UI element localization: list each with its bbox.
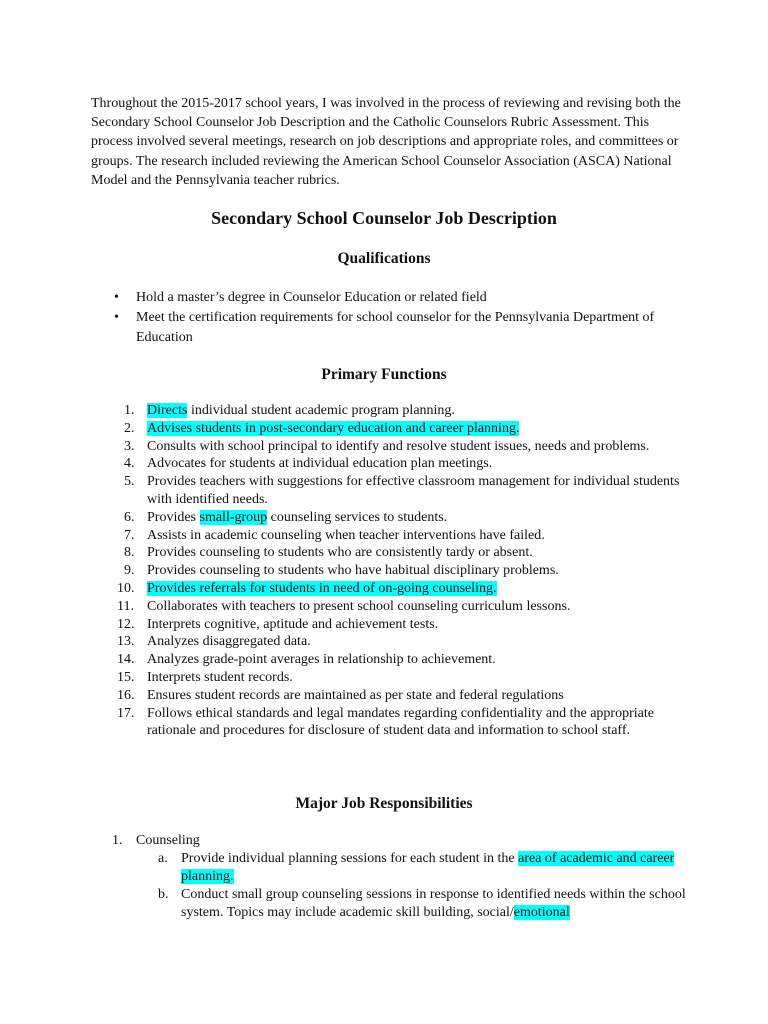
item-text: Provides counseling to students who are consistently tardy or absent. [147,545,533,561]
highlighted-text: emotional [513,905,570,920]
function-item [112,473,692,509]
item-number: 10. [117,580,135,596]
primary-functions-list [112,402,692,740]
item-text: Provides [147,509,200,525]
item-text: Follows ethical standards and legal mandates regarding confidentiality and the appropriate rationale and procedures for disclosure of student data and information to school staff. [147,705,654,739]
qualifications-list [112,288,692,348]
item-text: Consults with school principal to identify and resolve student issues, needs and problems. [147,438,650,454]
function-item [112,527,692,545]
item-text: Ensures student records are maintained as per state and federal regulations [147,687,564,703]
item-text: Analyzes grade-point averages in relationship to achievement. [147,652,496,668]
function-item [112,598,692,616]
item-label: Counseling [136,833,200,848]
item-number: 6. [124,509,135,525]
item-number: 11. [117,598,134,614]
item-number: 1. [124,403,135,418]
highlighted-text: Advises students in post-secondary education and career planning. [147,420,520,436]
item-number: 1. [112,833,123,848]
item-number: 3. [124,438,135,454]
major-responsibilities-heading: Major Job Responsibilities [295,795,473,812]
sub-item [136,886,695,922]
item-text: Advocates for students at individual education plan meetings. [147,456,493,472]
major-responsibilities-list [105,832,695,922]
item-text: Interprets cognitive, aptitude and achievement tests. [147,616,439,632]
item-text: Assists in academic counseling when teacher interventions have failed. [147,527,545,543]
highlighted-text: Provides referrals for students in need of on-going counseling. [147,580,497,596]
item-number: 15. [117,669,135,685]
page-title: Secondary School Counselor Job Description [211,208,557,228]
function-item [112,509,692,527]
item-number: 7. [124,527,135,543]
bullet-icon: • [114,290,119,305]
function-item [112,580,692,598]
responsibility-item [105,832,695,922]
sub-item-letter: a. [158,851,168,866]
function-item [112,705,692,741]
item-text: Provide individual planning sessions for each student in the [181,851,519,866]
item-number: 2. [124,420,135,436]
sub-item [136,850,695,886]
qualifications-heading: Qualifications [337,250,431,267]
function-item [112,633,692,651]
item-number: 8. [124,545,135,561]
function-item [112,669,692,687]
item-number: 4. [124,456,135,472]
item-text: Analyzes disaggregated data. [147,634,311,650]
item-number: 13. [117,634,135,650]
item-text: Collaborates with teachers to present school counseling curriculum lessons. [147,598,571,614]
bullet-icon: • [114,310,119,325]
function-item [112,544,692,562]
item-number: 14. [117,652,135,668]
item-text: Interprets student records. [147,669,293,685]
highlighted-text: Directs [147,403,188,418]
item-number: 16. [117,687,135,703]
item-text: individual student academic program planning. [187,403,455,418]
list-item [112,308,692,347]
item-text: counseling services to students. [267,509,448,525]
qualification-text: Meet the certification requirements for school counselor for the Pennsylvania Department of Education [136,310,655,345]
item-text: Provides teachers with suggestions for effective classroom management for individual students with identified needs. [147,474,680,507]
list-item [112,288,692,308]
function-item [112,420,692,438]
function-item [112,616,692,634]
qualification-text: Hold a master’s degree in Counselor Education or related field [136,290,487,305]
item-text: Provides counseling to students who have habitual disciplinary problems. [147,563,559,579]
highlighted-text: small-group [199,509,268,525]
item-number: 17. [117,705,135,721]
function-item [112,687,692,705]
item-number: 5. [124,474,135,490]
intro-paragraph: Throughout the 2015-2017 school years, I was involved in the process of reviewing and revising both the Secondary School Counselor Job Description and the Catholic Counselors Rubric Assessment. This process involved several meetings, research on job descriptions and appropriate roles, and committees or groups. The research included reviewing the American School Counselor Association (ASCA) National Model and the Pennsylvania teacher rubrics. [91,96,681,188]
item-number: 12. [117,616,135,632]
item-text: Conduct small group counseling sessions in response to identified needs within the school system. Topics may include academic skill building, social/ [181,887,686,920]
function-item [112,402,692,420]
item-number: 9. [124,563,135,579]
function-item [112,455,692,473]
primary-functions-heading: Primary Functions [321,366,447,383]
function-item [112,651,692,669]
highlighted-text: area of academic and career planning. [181,851,675,884]
sub-list [136,850,695,922]
sub-item-letter: b. [158,887,169,902]
function-item [112,562,692,580]
function-item [112,438,692,456]
